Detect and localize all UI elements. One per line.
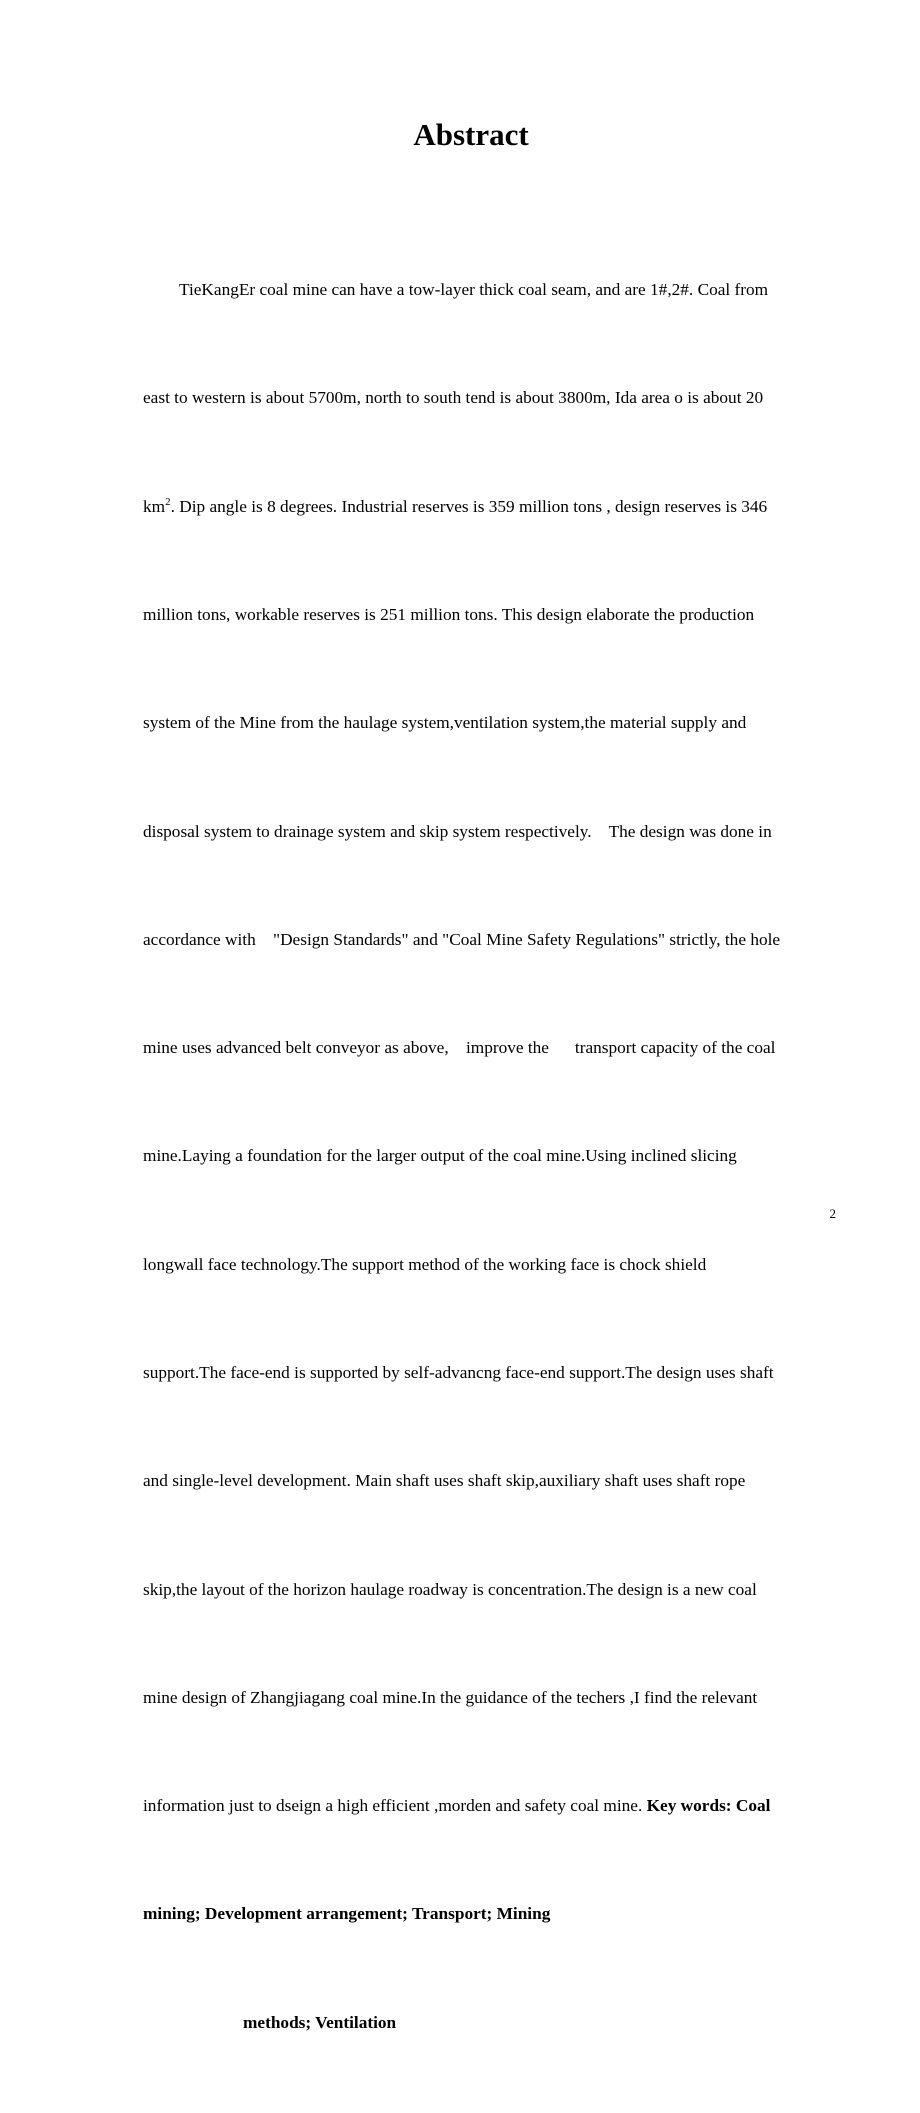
abstract-text: support.The face-end is supported by self-advancng face-end support.The design uses shaft xyxy=(143,1363,774,1382)
abstract-text: skip,the layout of the horizon haulage roadway is concentration.The design is a new coal xyxy=(143,1579,757,1599)
abstract-line xyxy=(143,705,843,741)
abstract-line xyxy=(143,272,843,308)
abstract-text: mine design of Zhangjiagang coal mine.In the guidance of the techers ,I find the relevant xyxy=(143,1687,758,1707)
abstract-line xyxy=(143,1680,843,1716)
abstract-text: mine uses advanced belt conveyor as above, improve the transport capacity of the coal xyxy=(143,1038,776,1058)
abstract-text: information just to dseign a high efficient ,morden and safety coal mine. xyxy=(143,1796,647,1816)
abstract-line xyxy=(143,814,843,850)
abstract-text: . Dip angle is 8 degrees. Industrial reserves is 359 million tons , design reserves is 346 xyxy=(170,496,768,516)
abstract-line xyxy=(143,597,843,633)
abstract-line xyxy=(143,1030,843,1066)
abstract-line xyxy=(143,1247,843,1283)
abstract-text: accordance with "Design Standards" and "Coal Mine Safety Regulations" strictly, the hole xyxy=(143,929,781,949)
abstract-line xyxy=(143,1572,843,1608)
abstract-line xyxy=(143,922,843,958)
abstract-line xyxy=(143,1138,843,1174)
abstract-line xyxy=(143,1355,843,1391)
keywords-text: mining; Development arrangement; Transport; Mining xyxy=(143,1904,551,1924)
abstract-body xyxy=(143,200,843,2113)
superscript-exponent: 2 xyxy=(165,495,171,508)
abstract-text: TieKangEr coal mine can have a tow-layer thick coal seam, and are 1#,2#. Coal from xyxy=(179,280,769,300)
abstract-text: east to western is about 5700m, north to south tend is about 3800m, Ida area o is about 20 xyxy=(143,388,764,408)
abstract-text: longwall face technology.The support method of the working face is chock shield xyxy=(143,1254,707,1274)
abstract-line xyxy=(143,1463,843,1499)
abstract-text: disposal system to drainage system and skip system respectively. The design was done in xyxy=(143,821,772,841)
abstract-text: mine.Laying a foundation for the larger output of the coal mine.Using inclined slicing xyxy=(143,1146,737,1166)
abstract-line xyxy=(143,489,843,525)
keywords-line xyxy=(143,2005,843,2041)
keywords-label: Key words: Coal xyxy=(646,1796,771,1816)
abstract-title: Abstract xyxy=(413,117,529,152)
abstract-line xyxy=(143,1788,843,1824)
page-number: 2 xyxy=(829,1206,836,1221)
abstract-line xyxy=(143,380,843,416)
abstract-text: system of the Mine from the haulage system,ventilation system,the material supply and xyxy=(143,713,747,733)
keywords-text: methods; Ventilation xyxy=(243,2012,397,2032)
abstract-text: million tons, workable reserves is 251 million tons. This design elaborate the production xyxy=(143,605,755,625)
area-unit-text: km xyxy=(143,496,166,516)
abstract-text: and single-level development. Main shaft uses shaft skip,auxiliary shaft uses shaft rope xyxy=(143,1471,746,1491)
keywords-line xyxy=(143,1896,843,1932)
